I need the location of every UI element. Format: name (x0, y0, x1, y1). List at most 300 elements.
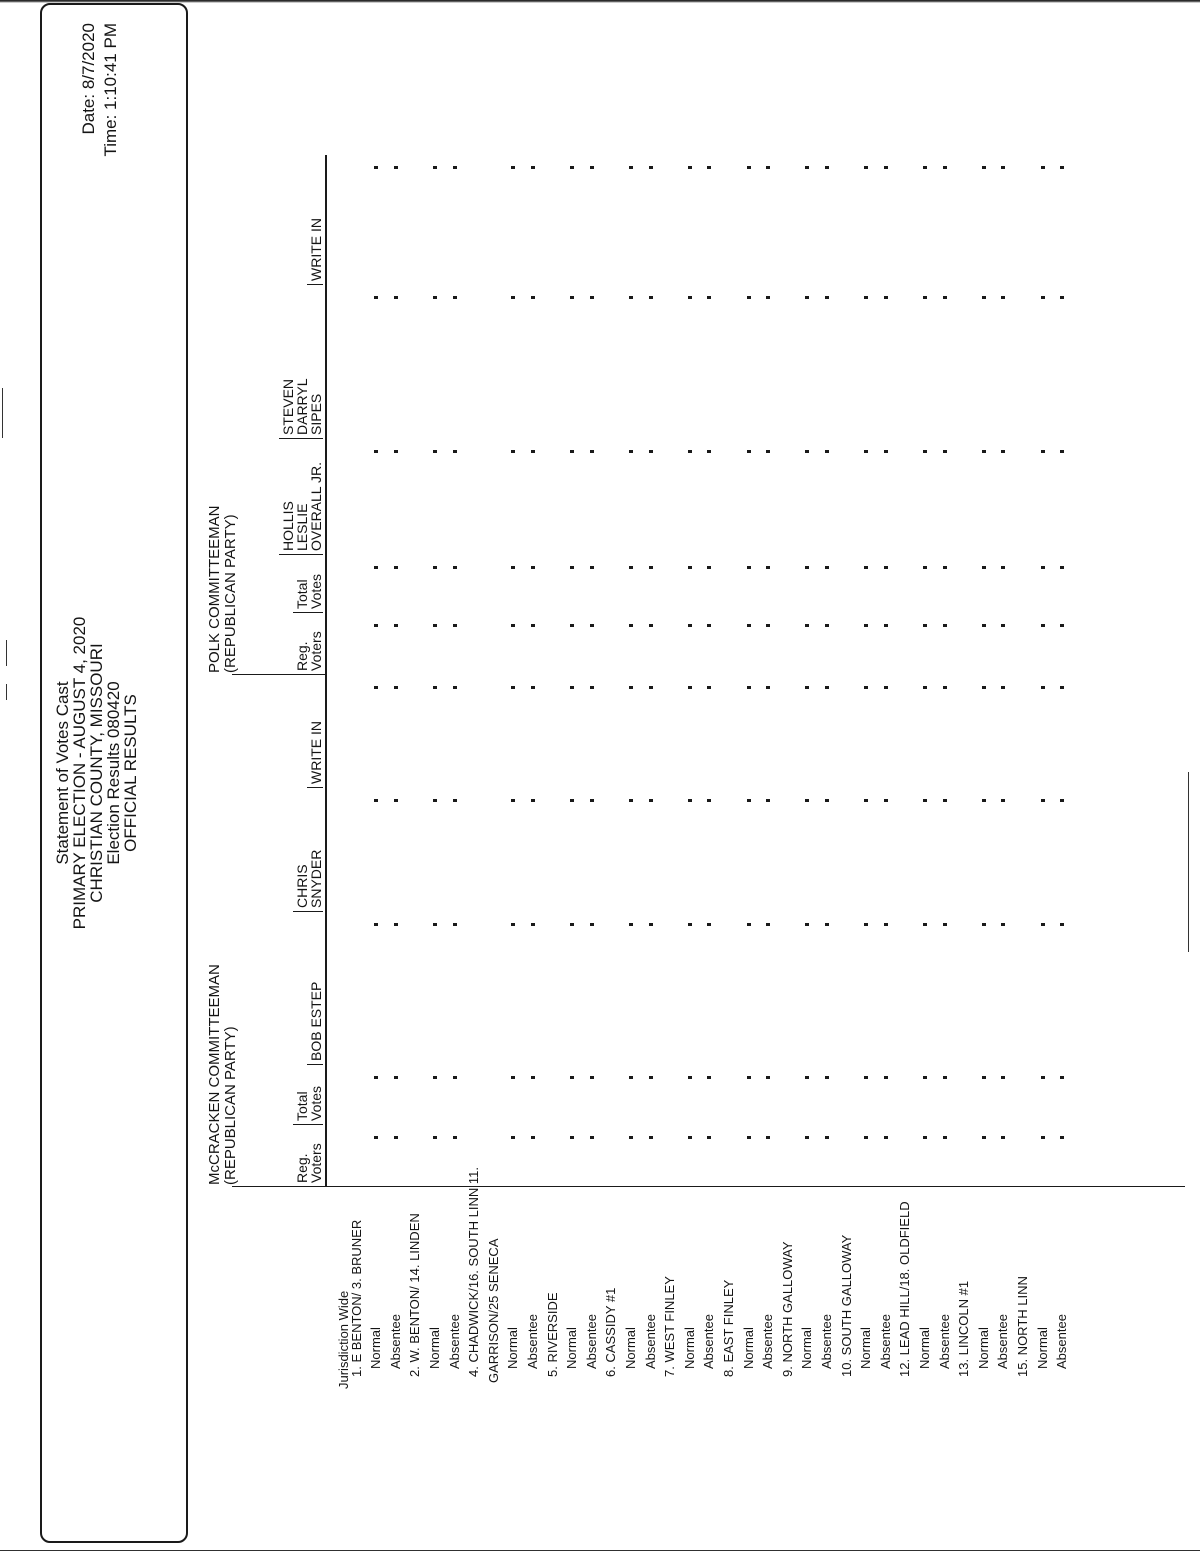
empty-value-mark (923, 799, 927, 802)
empty-value-mark (943, 923, 947, 926)
empty-value-mark (433, 166, 437, 169)
empty-value-mark (923, 624, 927, 627)
row-sub-label: Absentee (387, 1314, 403, 1369)
empty-value-mark (1001, 686, 1005, 689)
empty-value-mark (982, 923, 986, 926)
empty-value-mark (570, 1136, 574, 1139)
precinct-label: 4. CHADWICK/16. SOUTH LINN 11. (466, 1167, 482, 1377)
empty-value-mark (433, 296, 437, 299)
contest-divider (232, 674, 325, 675)
empty-value-mark (374, 296, 378, 299)
empty-value-mark (923, 566, 927, 569)
empty-value-mark (629, 166, 633, 169)
empty-value-mark (864, 296, 868, 299)
empty-value-mark (805, 166, 809, 169)
empty-value-mark (805, 296, 809, 299)
empty-value-mark (453, 296, 457, 299)
contest-title: McCRACKEN COMMITTEEMAN (206, 964, 223, 1185)
empty-value-mark (707, 450, 711, 453)
column-header: HOLLIS (280, 501, 296, 551)
column-divider (307, 787, 323, 788)
empty-value-mark (394, 296, 398, 299)
row-sub-label: Normal (975, 1327, 991, 1369)
empty-value-mark (1041, 296, 1045, 299)
empty-value-mark (590, 566, 594, 569)
empty-value-mark (747, 686, 751, 689)
empty-value-mark (1060, 566, 1064, 569)
empty-value-mark (531, 923, 535, 926)
empty-value-mark (629, 923, 633, 926)
empty-value-mark (433, 686, 437, 689)
empty-value-mark (394, 923, 398, 926)
row-sub-label: Absentee (819, 1314, 834, 1369)
empty-value-mark (629, 624, 633, 627)
empty-value-mark (747, 624, 751, 627)
empty-value-mark (649, 799, 653, 802)
label-column-divider (325, 1186, 1185, 1187)
column-header: DARRYL (294, 378, 310, 435)
empty-value-mark (1041, 450, 1045, 453)
empty-value-mark (453, 450, 457, 453)
empty-value-mark (1060, 1076, 1064, 1079)
empty-value-mark (707, 923, 711, 926)
empty-value-mark (1001, 799, 1005, 802)
empty-value-mark (688, 166, 692, 169)
empty-value-mark (805, 923, 809, 926)
empty-value-mark (688, 296, 692, 299)
empty-value-mark (805, 1136, 809, 1139)
empty-value-mark (511, 923, 515, 926)
empty-value-mark (394, 166, 398, 169)
empty-value-mark (394, 1136, 398, 1139)
empty-value-mark (511, 166, 515, 169)
empty-value-mark (649, 296, 653, 299)
empty-value-mark (511, 450, 515, 453)
empty-value-mark (747, 1136, 751, 1139)
empty-value-mark (374, 686, 378, 689)
empty-value-mark (629, 296, 633, 299)
county-name: CHRISTIAN COUNTY, MISSOURI (87, 643, 106, 903)
row-sub-label: Absentee (1054, 1314, 1070, 1369)
column-divider (293, 612, 323, 613)
column-header: Reg. (294, 1153, 310, 1183)
precinct-label: 12. LEAD HILL/18. OLDFIELD (897, 1201, 913, 1377)
empty-value-mark (1041, 166, 1045, 169)
empty-value-mark (453, 166, 457, 169)
empty-value-mark (707, 296, 711, 299)
empty-value-mark (688, 566, 692, 569)
header-rule (325, 155, 327, 1187)
empty-value-mark (943, 799, 947, 802)
row-sub-label: Absentee (583, 1314, 599, 1369)
empty-value-mark (825, 686, 829, 689)
empty-value-mark (982, 799, 986, 802)
column-divider (307, 1064, 323, 1065)
empty-value-mark (570, 923, 574, 926)
empty-value-mark (453, 1076, 457, 1079)
column-divider (279, 554, 323, 555)
empty-value-mark (982, 1076, 986, 1079)
column-header: OVERALL JR. (308, 462, 324, 551)
empty-value-mark (884, 166, 888, 169)
report-datetime (78, 23, 122, 157)
empty-value-mark (884, 1136, 888, 1139)
column-header: Total (294, 1091, 310, 1121)
empty-value-mark (943, 686, 947, 689)
empty-value-mark (825, 799, 829, 802)
row-sub-label: Normal (427, 1327, 442, 1369)
precinct-label: 6. CASSIDY #1 (603, 1287, 619, 1377)
empty-value-mark (394, 799, 398, 802)
results-id: Election Results 080420 (104, 681, 123, 865)
column-header: WRITE IN (308, 721, 324, 784)
empty-value-mark (394, 450, 398, 453)
empty-value-mark (805, 799, 809, 802)
empty-value-mark (590, 296, 594, 299)
empty-value-mark (1001, 1136, 1005, 1139)
row-sub-label: Absentee (995, 1314, 1011, 1369)
empty-value-mark (649, 1076, 653, 1079)
empty-value-mark (825, 1136, 829, 1139)
empty-value-mark (825, 296, 829, 299)
empty-value-mark (805, 450, 809, 453)
row-sub-label: Absentee (701, 1314, 717, 1369)
empty-value-mark (884, 923, 888, 926)
empty-value-mark (453, 686, 457, 689)
empty-value-mark (766, 296, 770, 299)
empty-value-mark (649, 566, 653, 569)
column-header: Total (294, 579, 310, 609)
row-sub-label: Normal (858, 1327, 874, 1369)
empty-value-mark (884, 566, 888, 569)
empty-value-mark (943, 624, 947, 627)
empty-value-mark (374, 1136, 378, 1139)
empty-value-mark (825, 1076, 829, 1079)
empty-value-mark (570, 450, 574, 453)
empty-value-mark (394, 686, 398, 689)
empty-value-mark (590, 450, 594, 453)
empty-value-mark (943, 566, 947, 569)
column-header: SIPES (308, 393, 324, 435)
empty-value-mark (374, 450, 378, 453)
empty-value-mark (649, 624, 653, 627)
empty-value-mark (923, 1076, 927, 1079)
empty-value-mark (707, 566, 711, 569)
empty-value-mark (374, 923, 378, 926)
column-header: Voters (308, 631, 324, 671)
empty-value-mark (590, 799, 594, 802)
column-header: STEVEN (280, 378, 296, 435)
election-name: PRIMARY ELECTION - AUGUST 4, 2020 (70, 616, 89, 930)
empty-value-mark (570, 686, 574, 689)
empty-value-mark (1060, 624, 1064, 627)
column-header: SNYDER (308, 849, 324, 908)
empty-value-mark (923, 166, 927, 169)
empty-value-mark (531, 1136, 535, 1139)
column-header: Voters (308, 1143, 324, 1183)
row-sub-label: Normal (623, 1327, 638, 1369)
empty-value-mark (394, 1076, 398, 1079)
precinct-label: 15. NORTH LINN (1015, 1276, 1030, 1377)
empty-value-mark (590, 1136, 594, 1139)
empty-value-mark (629, 686, 633, 689)
empty-value-mark (394, 624, 398, 627)
empty-value-mark (1060, 450, 1064, 453)
column-divider (293, 911, 323, 912)
empty-value-mark (766, 166, 770, 169)
empty-value-mark (766, 566, 770, 569)
empty-value-mark (649, 450, 653, 453)
empty-value-mark (747, 799, 751, 802)
empty-value-mark (1041, 1076, 1045, 1079)
empty-value-mark (1001, 450, 1005, 453)
row-sub-label: Normal (799, 1327, 815, 1369)
empty-value-mark (688, 1136, 692, 1139)
empty-value-mark (923, 686, 927, 689)
empty-value-mark (1001, 296, 1005, 299)
empty-value-mark (825, 624, 829, 627)
column-divider (307, 284, 323, 285)
column-header: Reg. (294, 641, 310, 671)
empty-value-mark (982, 624, 986, 627)
empty-value-mark (649, 686, 653, 689)
jurisdiction-label: Jurisdiction Wide (336, 1290, 351, 1389)
empty-value-mark (747, 566, 751, 569)
empty-value-mark (923, 296, 927, 299)
empty-value-mark (825, 566, 829, 569)
empty-value-mark (531, 450, 535, 453)
row-sub-label: Absentee (877, 1314, 893, 1369)
empty-value-mark (570, 799, 574, 802)
row-sub-label: Absentee (760, 1314, 776, 1369)
empty-value-mark (629, 799, 633, 802)
empty-value-mark (570, 1076, 574, 1079)
empty-value-mark (511, 1076, 515, 1079)
report-title-block (54, 5, 139, 1541)
empty-value-mark (531, 1076, 535, 1079)
empty-value-mark (747, 923, 751, 926)
row-sub-label: Absentee (446, 1314, 462, 1369)
row-sub-label: Normal (564, 1327, 580, 1369)
empty-value-mark (433, 1076, 437, 1079)
empty-value-mark (766, 624, 770, 627)
report-time: Time: 1:10:41 PM (101, 23, 120, 157)
empty-value-mark (433, 450, 437, 453)
empty-value-mark (433, 799, 437, 802)
empty-value-mark (825, 450, 829, 453)
empty-value-mark (982, 566, 986, 569)
empty-value-mark (766, 450, 770, 453)
empty-value-mark (982, 686, 986, 689)
column-header: WRITE IN (308, 218, 324, 281)
empty-value-mark (747, 166, 751, 169)
empty-value-mark (453, 1136, 457, 1139)
empty-value-mark (1060, 923, 1064, 926)
empty-value-mark (531, 624, 535, 627)
empty-value-mark (747, 450, 751, 453)
empty-value-mark (1060, 166, 1064, 169)
row-sub-label: Absentee (936, 1314, 952, 1369)
empty-value-mark (864, 799, 868, 802)
precinct-label: 13. LINCOLN #1 (956, 1280, 972, 1377)
contest-party: (REPUBLICAN PARTY) (222, 514, 239, 673)
empty-value-mark (570, 566, 574, 569)
empty-value-mark (825, 923, 829, 926)
empty-value-mark (1001, 624, 1005, 627)
empty-value-mark (531, 166, 535, 169)
empty-value-mark (805, 566, 809, 569)
empty-value-mark (453, 566, 457, 569)
empty-value-mark (707, 686, 711, 689)
contest-divider (232, 1186, 325, 1187)
empty-value-mark (629, 1136, 633, 1139)
empty-value-mark (590, 1076, 594, 1079)
empty-value-mark (747, 1076, 751, 1079)
empty-value-mark (649, 166, 653, 169)
empty-value-mark (1041, 1136, 1045, 1139)
empty-value-mark (374, 166, 378, 169)
empty-value-mark (1060, 686, 1064, 689)
empty-value-mark (982, 166, 986, 169)
results-status: OFFICIAL RESULTS (121, 694, 140, 852)
empty-value-mark (864, 166, 868, 169)
empty-value-mark (884, 624, 888, 627)
precinct-label: 9. NORTH GALLOWAY (779, 1241, 795, 1377)
row-sub-label: Absentee (525, 1314, 540, 1369)
empty-value-mark (707, 166, 711, 169)
empty-value-mark (688, 624, 692, 627)
empty-value-mark (433, 923, 437, 926)
empty-value-mark (453, 923, 457, 926)
empty-value-mark (884, 799, 888, 802)
empty-value-mark (531, 686, 535, 689)
empty-value-mark (923, 450, 927, 453)
row-sub-label: Normal (505, 1327, 521, 1369)
empty-value-mark (864, 1076, 868, 1079)
empty-value-mark (982, 450, 986, 453)
empty-value-mark (864, 923, 868, 926)
empty-value-mark (511, 624, 515, 627)
empty-value-mark (805, 686, 809, 689)
empty-value-mark (943, 450, 947, 453)
empty-value-mark (649, 1136, 653, 1139)
empty-value-mark (884, 450, 888, 453)
contest-party: (REPUBLICAN PARTY) (222, 1026, 239, 1185)
empty-value-mark (688, 923, 692, 926)
row-sub-label: Normal (740, 1327, 756, 1369)
empty-value-mark (629, 1076, 633, 1079)
empty-value-mark (629, 566, 633, 569)
empty-value-mark (707, 624, 711, 627)
row-sub-label: Normal (368, 1327, 384, 1369)
precinct-label: 1. E BENTON/ 3. BRUNER (348, 1219, 364, 1377)
row-sub-label: Normal (917, 1327, 932, 1369)
empty-value-mark (433, 624, 437, 627)
empty-value-mark (943, 1136, 947, 1139)
empty-value-mark (1041, 566, 1045, 569)
empty-value-mark (1001, 923, 1005, 926)
empty-value-mark (766, 923, 770, 926)
empty-value-mark (1001, 1076, 1005, 1079)
empty-value-mark (747, 296, 751, 299)
column-divider (293, 1124, 323, 1125)
empty-value-mark (590, 166, 594, 169)
empty-value-mark (825, 166, 829, 169)
empty-value-mark (1041, 624, 1045, 627)
empty-value-mark (805, 1076, 809, 1079)
empty-value-mark (864, 624, 868, 627)
report-date: Date: 8/7/2020 (79, 23, 98, 135)
empty-value-mark (511, 686, 515, 689)
empty-value-mark (864, 686, 868, 689)
empty-value-mark (943, 296, 947, 299)
empty-value-mark (374, 624, 378, 627)
precinct-label: 8. EAST FINLEY (721, 1279, 736, 1377)
empty-value-mark (394, 566, 398, 569)
empty-value-mark (374, 1076, 378, 1079)
empty-value-mark (1001, 166, 1005, 169)
empty-value-mark (629, 450, 633, 453)
empty-value-mark (707, 1076, 711, 1079)
column-header: LESLIE (294, 503, 310, 551)
empty-value-mark (688, 450, 692, 453)
empty-value-mark (570, 166, 574, 169)
empty-value-mark (864, 1136, 868, 1139)
empty-value-mark (864, 450, 868, 453)
empty-value-mark (688, 799, 692, 802)
contest-title: POLK COMMITTEEMAN (206, 505, 223, 673)
empty-value-mark (1041, 799, 1045, 802)
precinct-label: 7. WEST FINLEY (662, 1276, 678, 1377)
empty-value-mark (433, 566, 437, 569)
empty-value-mark (805, 624, 809, 627)
empty-value-mark (531, 566, 535, 569)
precinct-label: 10. SOUTH GALLOWAY (838, 1234, 854, 1377)
empty-value-mark (766, 1136, 770, 1139)
empty-value-mark (453, 624, 457, 627)
empty-value-mark (982, 296, 986, 299)
empty-value-mark (943, 166, 947, 169)
empty-value-mark (511, 799, 515, 802)
empty-value-mark (943, 1076, 947, 1079)
empty-value-mark (590, 923, 594, 926)
empty-value-mark (884, 296, 888, 299)
column-header: Votes (308, 573, 324, 609)
empty-value-mark (570, 624, 574, 627)
empty-value-mark (766, 799, 770, 802)
empty-value-mark (453, 799, 457, 802)
empty-value-mark (590, 624, 594, 627)
empty-value-mark (511, 296, 515, 299)
empty-value-mark (1060, 1136, 1064, 1139)
empty-value-mark (531, 799, 535, 802)
empty-value-mark (433, 1136, 437, 1139)
empty-value-mark (590, 686, 594, 689)
empty-value-mark (1001, 566, 1005, 569)
empty-value-mark (1041, 923, 1045, 926)
row-sub-label: Absentee (642, 1314, 658, 1369)
column-divider (279, 438, 323, 439)
empty-value-mark (707, 799, 711, 802)
empty-value-mark (374, 799, 378, 802)
empty-value-mark (884, 686, 888, 689)
empty-value-mark (982, 1136, 986, 1139)
empty-value-mark (707, 1136, 711, 1139)
empty-value-mark (923, 923, 927, 926)
column-header: Votes (308, 1085, 324, 1121)
empty-value-mark (688, 686, 692, 689)
empty-value-mark (1060, 296, 1064, 299)
